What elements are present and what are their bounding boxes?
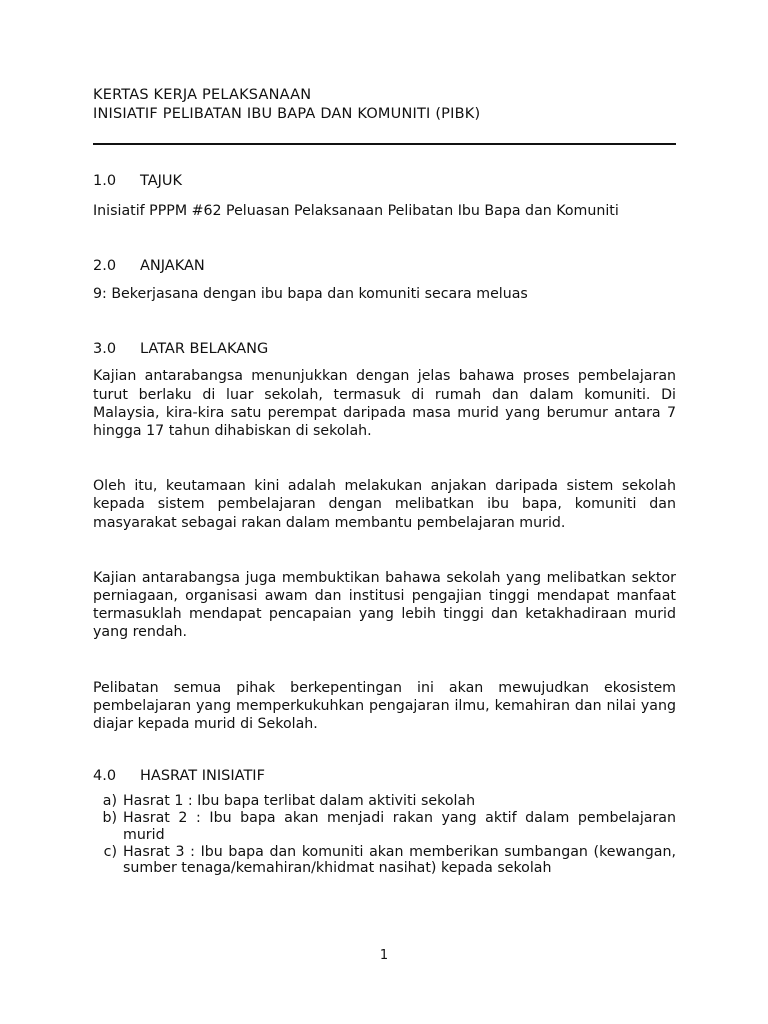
list-item-text: Hasrat 1 : Ibu bapa terlibat dalam aktiviti sekolah [123,793,476,810]
section-number: 4.0 [93,768,117,785]
anjakan-body: 9: Bekerjasana dengan ibu bapa dan komuniti secara meluas [93,286,528,303]
list-item-text: Hasrat 3 : Ibu bapa dan komuniti akan memberikan sumbangan (kewangan, sumber tenaga/kemahiran/khidmat nasihat) kepada sekolah [123,843,676,877]
section-heading-latar-belakang [93,340,676,359]
section-title: LATAR BELAKANG [140,341,269,358]
list-marker: b) [102,810,117,827]
section-number: 1.0 [93,173,117,189]
tajuk-body: Inisiatif PPPM #62 Peluasan Pelaksanaan Pelibatan Ibu Bapa dan Komuniti [93,203,619,219]
document-title-line-1: KERTAS KERJA PELAKSANAAN [93,87,312,103]
latar-belakang-paragraph-3: Kajian antarabangsa juga membuktikan bahawa sekolah yang melibatkan sektor perniagaan, organisasi awam dan institusi pengajian tinggi mendapat manfaat termasuklah mendapat pencapaian yang lebih tinggi dan ketakhadiraan murid yang rendah. [93,569,676,641]
title-divider [93,143,676,145]
section-title: HASRAT INISIATIF [140,768,265,785]
list-item-text: Hasrat 2 : Ibu bapa akan menjadi rakan yang aktif dalam pembelajaran murid [123,810,676,843]
list-marker: a) [102,793,117,810]
section-title: ANJAKAN [140,258,205,275]
section-title: TAJUK [140,173,183,189]
document-title-line-2: INISIATIF PELIBATAN IBU BAPA DAN KOMUNITI (PIBK) [93,106,481,122]
list-item [93,844,676,878]
page-number: 1 [379,948,389,963]
section-number: 3.0 [93,341,117,358]
latar-belakang-paragraph-1: Kajian antarabangsa menunjukkan dengan jelas bahawa proses pembelajaran turut berlaku di luar sekolah, termasuk di rumah dan dalam komuniti. Di Malaysia, kira-kira satu perempat daripada masa murid yang berumur antara 7 hingga 17 tahun dihabiskan di sekolah. [93,368,676,440]
document-page [93,86,676,877]
aims-list [93,793,676,877]
section-heading-hasrat-inisiatif [93,767,676,786]
document-title [93,86,676,124]
section-number: 2.0 [93,258,117,275]
section-heading-anjakan [93,257,676,276]
list-marker: c) [103,843,117,860]
latar-belakang-paragraph-2: Oleh itu, keutamaan kini adalah melakukan anjakan daripada sistem sekolah kepada sistem pembelajaran dengan melibatkan ibu bapa, komuniti dan masyarakat sebagai rakan dalam membantu pembelajaran murid. [93,478,676,531]
latar-belakang-paragraph-4: Pelibatan semua pihak berkepentingan ini akan mewujudkan ekosistem pembelajaran yang memperkukuhkan pengajaran ilmu, kemahiran dan nilai yang diajar kepada murid di Sekolah. [93,679,676,733]
section-heading-tajuk [93,172,676,191]
list-item [93,793,676,810]
list-item [93,810,676,844]
